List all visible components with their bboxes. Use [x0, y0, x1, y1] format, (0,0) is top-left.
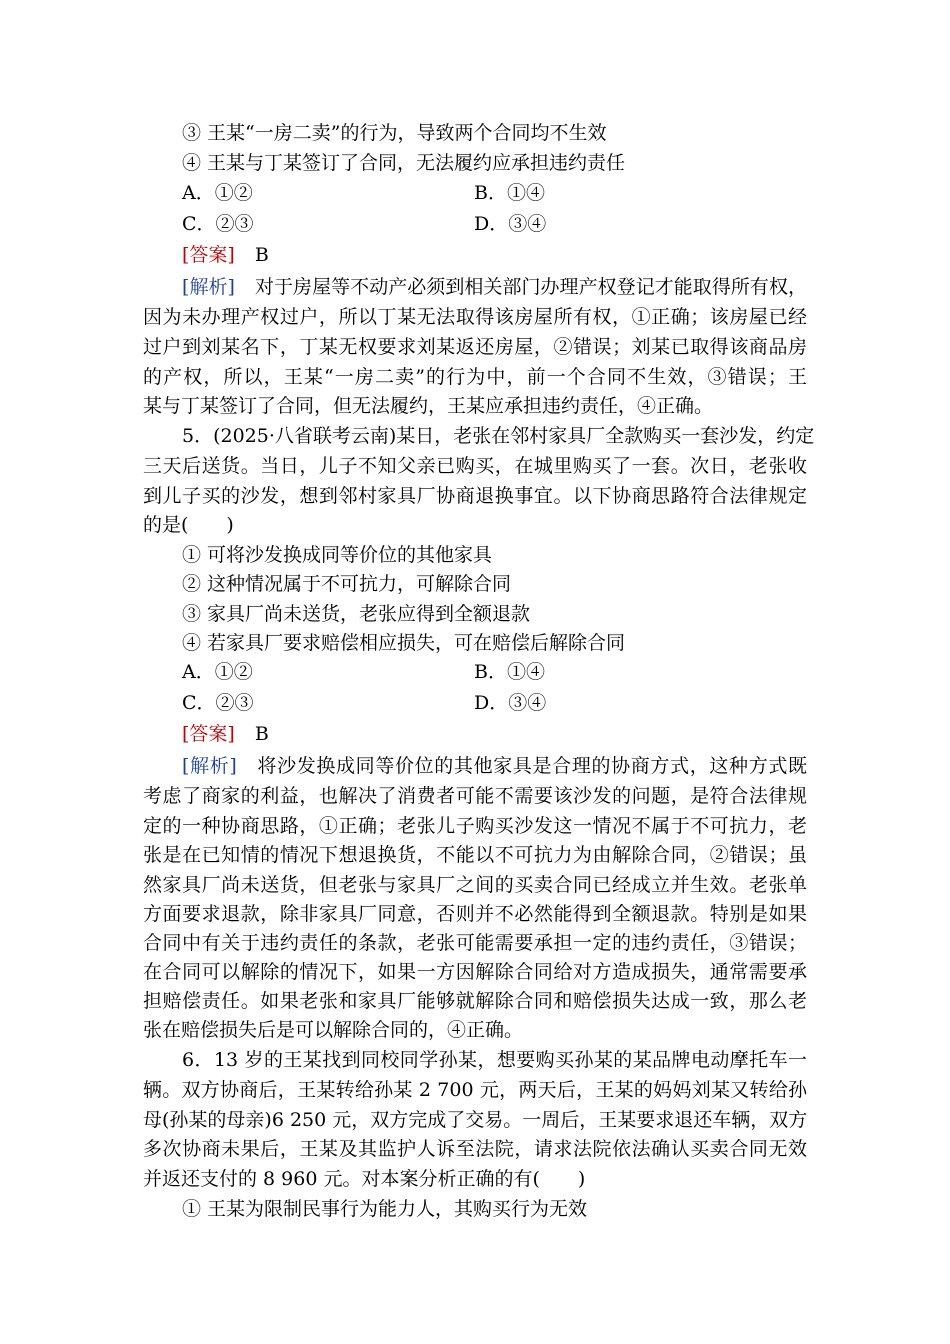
- q5-choice-row-2: [182, 688, 807, 718]
- q5-analysis-line-4: 张是在已知情的情况下想退换货，不能以不可抗力为由解除合同，②错误；虽: [143, 844, 807, 866]
- q4-option-4: ④ 王某与丁某签订了合同，无法履约应承担违约责任: [182, 152, 626, 174]
- q5-answer-value: B: [254, 723, 269, 745]
- q4-choice-row-1: [182, 178, 807, 208]
- q5-answer-label: [答案]: [182, 723, 235, 745]
- q4-analysis-line-4: 的产权，所以，王某“一房二卖”的行为中，前一个合同不生效，③错误；王: [143, 366, 807, 388]
- q6-stem-line-5: 并返还支付的 8 960 元。对本案分析正确的有( ): [143, 1168, 586, 1190]
- q4-analysis-line-2: 因为未办理产权过户，所以丁某无法取得该房屋所有权，①正确；该房屋已经: [143, 306, 807, 328]
- q5-analysis-line-10: 张在赔偿损失后是可以解除合同的，④正确。: [143, 1019, 524, 1041]
- q4-analysis-line-3: 过户到刘某名下，丁某无权要求刘某返还房屋，②错误；刘某已取得该商品房: [143, 336, 807, 358]
- q5-option-3: ③ 家具厂尚未送货，老张应得到全额退款: [182, 603, 531, 625]
- q4-analysis-label: [解析]: [182, 276, 235, 298]
- q4-option-3: ③ 王某“一房二卖”的行为，导致两个合同均不生效: [182, 122, 607, 144]
- q6-option-1: ① 王某为限制民事行为能力人，其购买行为无效: [182, 1198, 588, 1220]
- q5-choice-b: B．①④: [474, 661, 545, 683]
- q5-stem-line-2: 三天后送货。当日，儿子不知父亲已购买，在城里购买了一套。次日，老张收: [143, 455, 807, 477]
- q4-choice-b: B．①④: [474, 182, 545, 204]
- q5-stem-line-4: 的是( ): [143, 514, 234, 536]
- q5-analysis-line-8: 在合同可以解除的情况下，如果一方因解除合同给对方造成损失，通常需要承: [143, 961, 807, 983]
- q4-analysis-line-5: 某与丁某签订了合同，但无法履约，王某应承担违约责任，④正确。: [143, 395, 714, 417]
- q5-analysis-line-3: 定的一种协商思路，①正确；老张儿子购买沙发这一情况不属于不可抗力，老: [143, 815, 807, 837]
- q4-analysis-line-1: [182, 272, 807, 302]
- q6-stem-line-1: 6．13 岁的王某找到同校同学孙某，想要购买孙某的某品牌电动摩托车一: [182, 1049, 807, 1071]
- q5-analysis-line-7: 合同中有关于违约责任的条款，老张可能需要承担一定的违约责任，③错误；: [143, 932, 807, 954]
- q5-answer: [182, 719, 807, 749]
- q4-analysis-text-1: 对于房屋等不动产必须到相关部门办理产权登记才能取得所有权，: [254, 276, 807, 298]
- q4-answer-value: B: [254, 244, 269, 266]
- q5-stem-line-1: 5．(2025·八省联考云南)某日，老张在邻村家具厂全款购买一套沙发，约定: [182, 425, 815, 447]
- q5-analysis-line-5: 然家具厂尚未送货，但老张与家具厂之间的买卖合同已经成立并生效。老张单: [143, 874, 807, 896]
- q5-option-1: ① 可将沙发换成同等价位的其他家具: [182, 544, 493, 566]
- q5-analysis-line-1: [182, 751, 807, 781]
- q4-answer: [182, 240, 807, 270]
- q5-analysis-line-9: 担赔偿责任。如果老张和家具厂能够就解除合同和赔偿损失达成一致，那么老: [143, 990, 807, 1012]
- q6-stem-line-3: 母(孙某的母亲)6 250 元，双方完成了交易。一周后，王某要求退还车辆，双方: [143, 1109, 808, 1131]
- q5-analysis-line-2: 考虑了商家的利益，也解决了消费者可能不需要该沙发的问题，是符合法律规: [143, 785, 807, 807]
- q5-choice-d: D．③④: [474, 692, 547, 714]
- q4-choice-c: C．②③: [182, 213, 254, 235]
- q5-analysis-label: [解析]: [182, 755, 237, 777]
- q5-choice-row-1: [182, 657, 807, 687]
- q5-analysis-line-6: 方面要求退款，除非家具厂同意，否则并不必然能得到全额退款。特别是如果: [143, 903, 807, 925]
- q5-option-2: ② 这种情况属于不可抗力，可解除合同: [182, 573, 512, 595]
- q5-analysis-text-1: 将沙发换成同等价位的其他家具是合理的协商方式，这种方式既: [256, 755, 807, 777]
- q6-stem-line-4: 多次协商未果后，王某及其监护人诉至法院，请求法院依法确认买卖合同无效: [143, 1138, 807, 1160]
- q4-choice-row-2: [182, 209, 807, 239]
- q5-option-4: ④ 若家具厂要求赔偿相应损失，可在赔偿后解除合同: [182, 632, 626, 654]
- q4-answer-label: [答案]: [182, 244, 235, 266]
- q4-choice-a: A．①②: [182, 182, 253, 204]
- q5-choice-c: C．②③: [182, 692, 254, 714]
- q5-stem-line-3: 到儿子买的沙发，想到邻村家具厂协商退换事宜。以下协商思路符合法律规定: [143, 485, 807, 507]
- q5-choice-a: A．①②: [182, 661, 253, 683]
- q6-stem-line-2: 辆。双方协商后，王某转给孙某 2 700 元，两天后，王某的妈妈刘某又转给孙: [143, 1079, 807, 1101]
- q4-choice-d: D．③④: [474, 213, 547, 235]
